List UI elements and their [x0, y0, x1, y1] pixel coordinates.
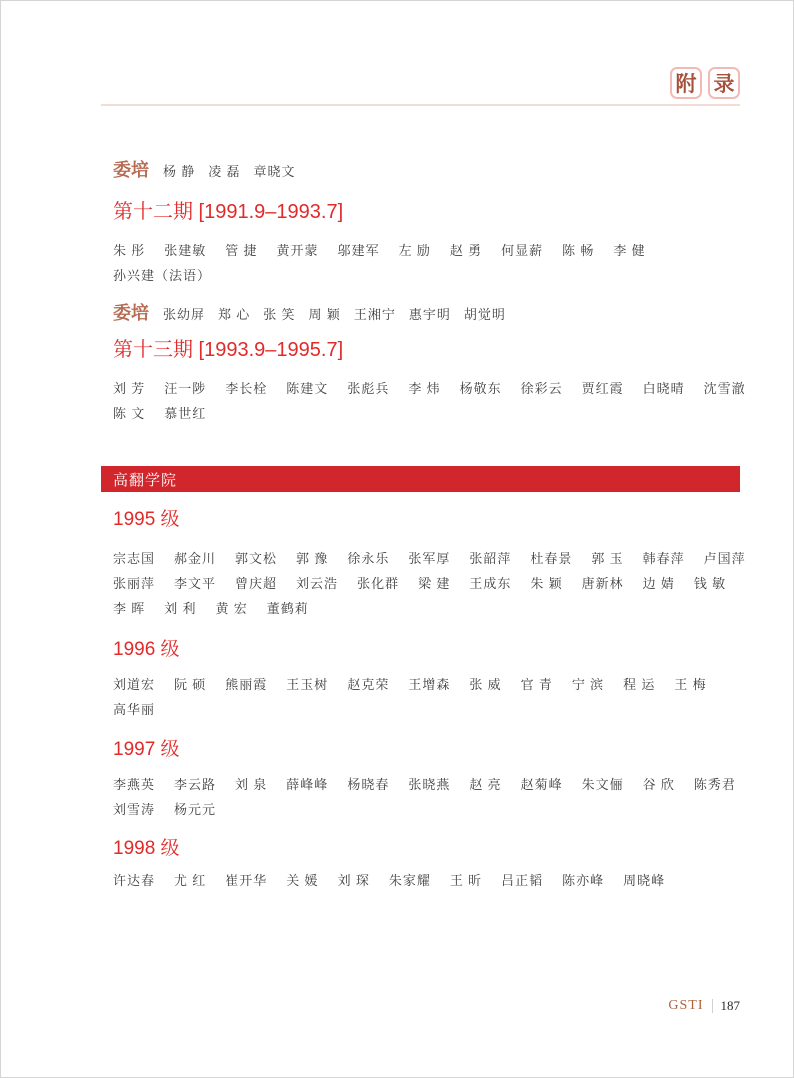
person-name: 贾红霞 [581, 381, 624, 396]
class-1998-heading: 1998 级 [113, 838, 180, 859]
person-name: 郑 心 [218, 307, 251, 322]
person-name: 吕正韬 [501, 873, 544, 888]
period-12-name-list [113, 237, 740, 287]
person-name: 陈 畅 [562, 243, 595, 258]
person-name: 许达春 [113, 873, 156, 888]
person-name: 张幼屏 [163, 307, 206, 322]
person-name: 汪一陟 [164, 381, 207, 396]
person-name: 程 运 [623, 677, 656, 692]
appendix-stamp [670, 67, 740, 99]
person-name: 钱 敏 [693, 576, 727, 591]
person-name: 周晓峰 [623, 873, 666, 888]
person-name: 邬建军 [337, 243, 380, 258]
person-name: 王湘宁 [353, 307, 396, 322]
person-name: 陈亦峰 [562, 873, 605, 888]
person-name: 薛峰峰 [286, 777, 329, 792]
person-name: 张 威 [469, 677, 502, 692]
person-name: 刘 泉 [235, 777, 268, 792]
class-1998-name-list [113, 867, 740, 892]
person-name: 章晓文 [253, 164, 296, 179]
person-name: 李长栓 [225, 381, 268, 396]
person-name: 韩春萍 [642, 551, 685, 566]
person-name: 白晓晴 [642, 381, 685, 396]
person-name: 陈秀君 [693, 777, 736, 792]
person-name: 左 励 [398, 243, 431, 258]
name-row [113, 671, 740, 696]
footer-brand: GSTI [668, 998, 704, 1013]
person-name: 杨晓春 [347, 777, 390, 792]
person-name: 张彪兵 [347, 381, 390, 396]
page-footer [668, 998, 740, 1014]
person-name: 朱 彤 [113, 243, 146, 258]
person-name: 沈雪澈 [703, 381, 746, 396]
person-name: 崔开华 [225, 873, 268, 888]
name-row [113, 595, 740, 620]
person-name: 杨敬东 [459, 381, 502, 396]
person-name: 尤 红 [174, 873, 207, 888]
person-name: 杨 静 [163, 164, 196, 179]
person-name: 宁 滨 [571, 677, 605, 692]
person-name: 张韶萍 [469, 551, 512, 566]
person-name: 刘 芳 [113, 381, 146, 396]
person-name: 梁 建 [418, 576, 451, 591]
name-row [113, 570, 740, 595]
person-name: 张军厚 [408, 551, 451, 566]
person-name: 唐新林 [581, 576, 624, 591]
person-name: 刘云浩 [296, 576, 339, 591]
person-name: 陈 文 [113, 406, 146, 421]
section-banner-title: 高翻学院 [113, 471, 178, 489]
person-name: 朱 颖 [530, 576, 563, 591]
person-name: 杜春景 [530, 551, 573, 566]
name-row [113, 867, 740, 892]
person-name: 凌 磊 [208, 164, 241, 179]
person-name: 黄开蒙 [276, 243, 319, 258]
class-1997-name-list [113, 771, 740, 821]
person-name: 董鹤莉 [266, 601, 309, 616]
person-name: 李云路 [174, 777, 217, 792]
name-row [113, 545, 746, 570]
footer-divider [712, 999, 713, 1013]
person-name: 张化群 [357, 576, 400, 591]
person-name: 徐永乐 [347, 551, 390, 566]
person-name: 刘道宏 [113, 677, 156, 692]
class-1997-heading: 1997 级 [113, 739, 180, 760]
person-name: 张丽萍 [113, 576, 156, 591]
person-name: 王 梅 [674, 677, 707, 692]
name-row [113, 375, 746, 400]
person-name: 李 健 [613, 243, 646, 258]
person-name: 胡觉明 [463, 307, 506, 322]
name-row [113, 400, 740, 425]
stamp-char-lu: 录 [708, 67, 740, 99]
person-name: 张晓燕 [408, 777, 451, 792]
name-row [113, 262, 740, 287]
person-name: 李 晖 [113, 601, 146, 616]
person-name: 赵 勇 [449, 243, 483, 258]
period-13-name-list [113, 375, 746, 425]
person-name: 朱家耀 [388, 873, 431, 888]
class-1996-heading: 1996 级 [113, 639, 180, 660]
person-name: 李 炜 [408, 381, 441, 396]
name-row [113, 796, 740, 821]
name-row [113, 696, 740, 721]
cohort-weipei-1 [113, 156, 740, 182]
person-name: 郭 玉 [591, 551, 624, 566]
person-name: 高华丽 [113, 702, 156, 717]
person-name: 边 婧 [642, 576, 675, 591]
person-name: 管 捷 [225, 243, 258, 258]
person-name: 郝金川 [174, 551, 217, 566]
person-name: 王增森 [408, 677, 451, 692]
person-name: 周 颖 [308, 307, 341, 322]
person-name: 李燕英 [113, 777, 156, 792]
person-name: 曾庆超 [235, 576, 278, 591]
person-name: 关 媛 [286, 873, 319, 888]
name-row [113, 771, 740, 796]
person-name: 官 青 [520, 677, 553, 692]
person-name: 惠宇明 [408, 307, 451, 322]
person-name: 赵 亮 [469, 777, 502, 792]
person-name: 张 笑 [263, 307, 296, 322]
person-name: 朱文俪 [581, 777, 624, 792]
person-name: 陈建文 [286, 381, 329, 396]
cohort-label: 委培 [113, 160, 149, 180]
person-name: 王成东 [469, 576, 512, 591]
person-name: 李文平 [174, 576, 217, 591]
period-12-heading: 第十二期 [1991.9–1993.7] [113, 201, 344, 223]
class-1996-name-list [113, 671, 740, 721]
name-row [163, 161, 296, 180]
person-name: 卢国萍 [703, 551, 746, 566]
person-name: 王 昕 [449, 873, 483, 888]
person-name: 郭文松 [235, 551, 278, 566]
page-content [113, 156, 746, 892]
person-name: 赵克荣 [347, 677, 390, 692]
stamp-char-fu: 附 [670, 67, 702, 99]
section-banner [101, 466, 740, 492]
person-name: 赵菊峰 [520, 777, 563, 792]
person-name: 杨元元 [174, 802, 217, 817]
person-name: 刘 琛 [337, 873, 370, 888]
person-name: 张建敏 [164, 243, 207, 258]
person-name: 孙兴建（法语） [113, 268, 212, 283]
person-name: 宗志国 [113, 551, 156, 566]
cohort-weipei-2 [113, 299, 740, 325]
cohort-label: 委培 [113, 303, 149, 323]
person-name: 徐彩云 [520, 381, 563, 396]
person-name: 黄 宏 [215, 601, 248, 616]
person-name: 郭 豫 [296, 551, 329, 566]
person-name: 阮 硕 [174, 677, 207, 692]
person-name: 谷 欣 [642, 777, 675, 792]
person-name: 何显薪 [501, 243, 544, 258]
person-name: 熊丽霞 [225, 677, 268, 692]
person-name: 刘 利 [164, 601, 197, 616]
class-1995-heading: 1995 级 [113, 509, 180, 530]
class-1995-name-list [113, 545, 746, 620]
header-rule [101, 104, 740, 106]
name-row [113, 237, 740, 262]
page-number: 187 [720, 998, 740, 1013]
name-row [163, 304, 506, 323]
person-name: 王玉树 [286, 677, 329, 692]
person-name: 慕世红 [164, 406, 207, 421]
period-13-heading: 第十三期 [1993.9–1995.7] [113, 339, 344, 361]
person-name: 刘雪涛 [113, 802, 156, 817]
